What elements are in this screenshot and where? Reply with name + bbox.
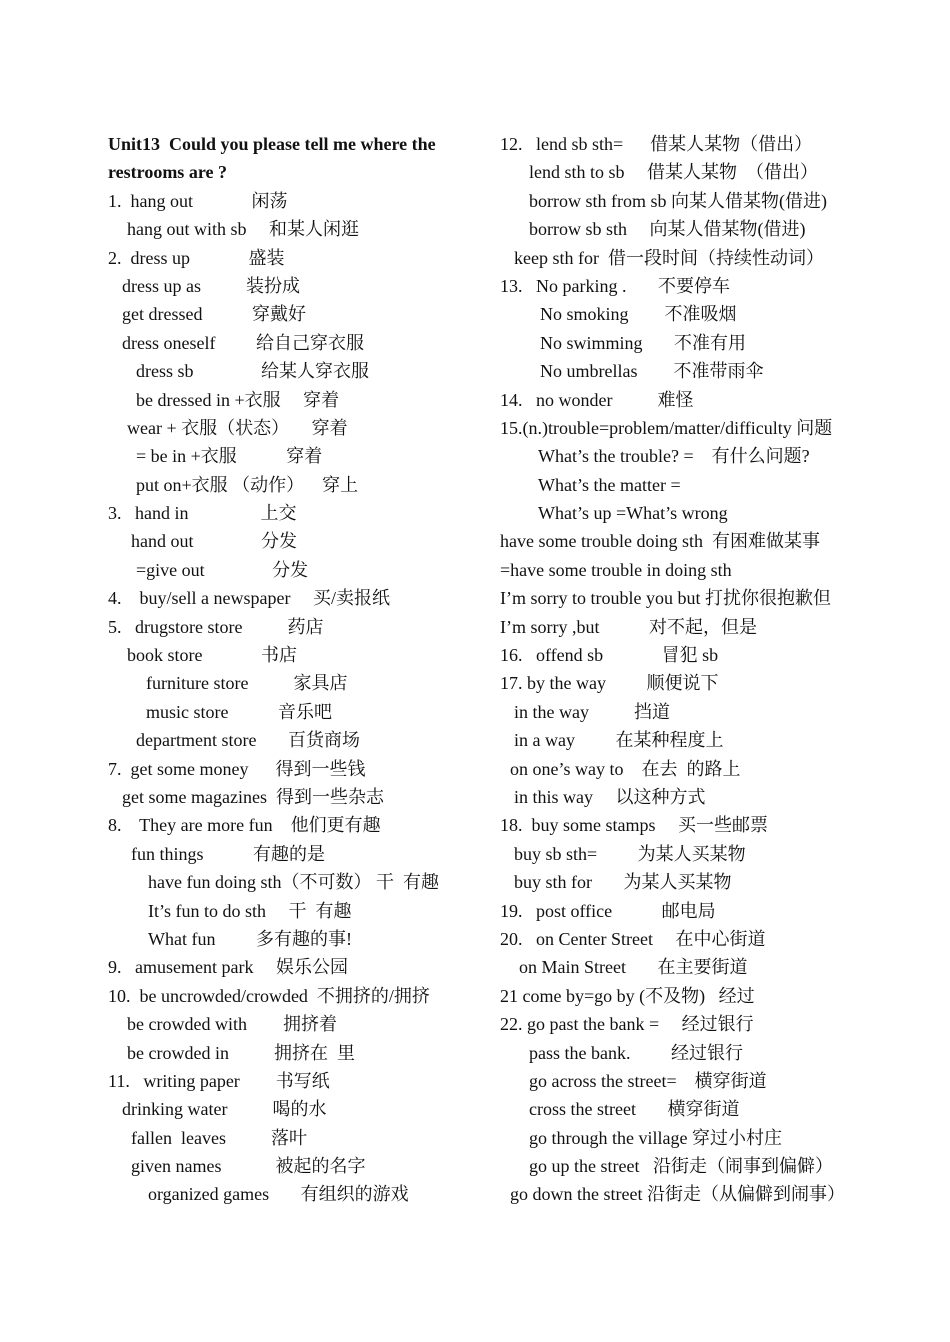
left-line-32: be crowded with 拥挤着: [127, 1014, 337, 1035]
right-line-19: 16. offend sb 冒犯 sb: [500, 645, 719, 666]
left-line-1: Unit13 Could you please tell me where the: [108, 134, 436, 154]
right-line-10: 14. no wonder 难怪: [500, 389, 694, 410]
left-line-6: dress up as 装扮成: [122, 275, 300, 296]
left-line-31: 10. be uncrowded/crowded 不拥挤的/拥挤: [108, 985, 430, 1006]
right-line-8: No swimming 不准有用: [540, 332, 747, 353]
left-line-3: 1. hang out 闲荡: [108, 190, 288, 211]
left-line-8: dress oneself 给自己穿衣服: [122, 332, 364, 353]
right-line-4: borrow sb sth 向某人借某物(借进): [529, 219, 806, 240]
left-line-24: get some magazines 得到一些杂志: [122, 786, 384, 807]
left-line-14: 3. hand in 上交: [108, 503, 297, 524]
left-line-38: organized games 有组织的游戏: [148, 1184, 409, 1205]
right-line-7: No smoking 不准吸烟: [540, 304, 737, 325]
right-line-16: =have some trouble in doing sth: [500, 559, 732, 580]
right-line-37: go up the street 沿街走（闹事到偏僻）: [529, 1156, 833, 1177]
right-line-3: borrow sth from sb 向某人借某物(借进): [529, 190, 827, 211]
left-line-7: get dressed 穿戴好: [122, 304, 306, 325]
right-line-15: have some trouble doing sth 有困难做某事: [500, 531, 820, 552]
right-line-27: buy sth for 为某人买某物: [514, 872, 732, 893]
right-line-26: buy sb sth= 为某人买某物: [514, 843, 746, 864]
left-line-29: What fun 多有趣的事!: [148, 928, 352, 949]
left-line-12: = be in +衣服 穿着: [136, 446, 323, 467]
right-line-31: 21 come by=go by (不及物) 经过: [500, 985, 755, 1006]
right-line-35: cross the street 横穿街道: [529, 1099, 740, 1120]
left-line-22: department store 百货商场: [136, 730, 360, 751]
left-line-37: given names 被起的名字: [131, 1156, 366, 1177]
left-column: [108, 130, 478, 1209]
right-line-6: 13. No parking . 不要停车: [500, 275, 730, 296]
left-line-18: 5. drugstore store 药店: [108, 616, 324, 637]
left-line-11: wear + 衣服（状态） 穿着: [127, 417, 348, 438]
right-line-36: go through the village 穿过小村庄: [529, 1127, 782, 1148]
left-line-20: furniture store 家具店: [146, 673, 348, 694]
left-line-16: =give out 分发: [136, 559, 309, 580]
right-column: [500, 130, 880, 1209]
left-line-2: restrooms are ?: [108, 162, 227, 183]
left-line-35: drinking water 喝的水: [122, 1099, 327, 1120]
left-line-21: music store 音乐吧: [146, 701, 332, 722]
left-line-5: 2. dress up 盛装: [108, 247, 285, 268]
left-line-9: dress sb 给某人穿衣服: [136, 361, 369, 382]
right-line-21: in the way 挡道: [514, 701, 670, 722]
right-line-34: go across the street= 横穿街道: [529, 1070, 767, 1091]
right-line-18: I’m sorry ,but 对不起，但是: [500, 616, 757, 637]
right-line-22: in a way 在某种程度上: [514, 730, 724, 751]
left-line-26: fun things 有趣的是: [131, 843, 326, 864]
left-line-15: hand out 分发: [131, 531, 297, 552]
right-line-23: on one’s way to 在去 的路上: [510, 758, 741, 779]
right-line-12: What’s the trouble? = 有什么问题?: [538, 446, 810, 467]
left-line-17: 4. buy/sell a newspaper 买/卖报纸: [108, 588, 390, 609]
right-line-9: No umbrellas 不准带雨伞: [540, 361, 764, 382]
left-line-4: hang out with sb 和某人闲逛: [127, 219, 359, 240]
right-line-11: 15.(n.)trouble=problem/matter/difficulty 问题: [500, 417, 833, 438]
left-line-34: 11. writing paper 书写纸: [108, 1070, 330, 1091]
left-line-10: be dressed in +衣服 穿着: [136, 389, 340, 410]
left-line-27: have fun doing sth（不可数） 干 有趣: [148, 872, 439, 893]
right-line-29: 20. on Center Street 在中心街道: [500, 928, 766, 949]
left-line-25: 8. They are more fun 他们更有趣: [108, 815, 381, 836]
right-line-32: 22. go past the bank = 经过银行: [500, 1014, 754, 1035]
right-line-17: I’m sorry to trouble you but 打扰你很抱歉但: [500, 588, 831, 609]
right-line-5: keep sth for 借一段时间（持续性动词）: [514, 247, 824, 268]
left-line-33: be crowded in 拥挤在 里: [127, 1042, 355, 1063]
right-line-30: on Main Street 在主要街道: [519, 957, 748, 978]
right-line-13: What’s the matter =: [538, 474, 681, 495]
left-line-19: book store 书店: [127, 645, 297, 666]
left-line-13: put on+衣服 （动作） 穿上: [136, 474, 359, 495]
right-line-20: 17. by the way 顺便说下: [500, 673, 719, 694]
right-line-14: What’s up =What’s wrong: [538, 503, 728, 524]
right-line-24: in this way 以这种方式: [514, 786, 706, 807]
right-line-38: go down the street 沿街走（从偏僻到闹事）: [510, 1184, 845, 1205]
right-line-1: 12. lend sb sth= 借某人某物（借出）: [500, 134, 813, 154]
right-line-33: pass the bank. 经过银行: [529, 1042, 743, 1063]
right-line-28: 19. post office 邮电局: [500, 900, 716, 921]
left-line-30: 9. amusement park 娱乐公园: [108, 957, 348, 978]
right-line-25: 18. buy some stamps 买一些邮票: [500, 815, 768, 836]
left-line-36: fallen leaves 落叶: [131, 1127, 307, 1148]
left-line-23: 7. get some money 得到一些钱: [108, 758, 366, 779]
right-line-2: lend sth to sb 借某人某物 （借出）: [529, 162, 819, 183]
left-line-28: It’s fun to do sth 干 有趣: [148, 900, 352, 921]
